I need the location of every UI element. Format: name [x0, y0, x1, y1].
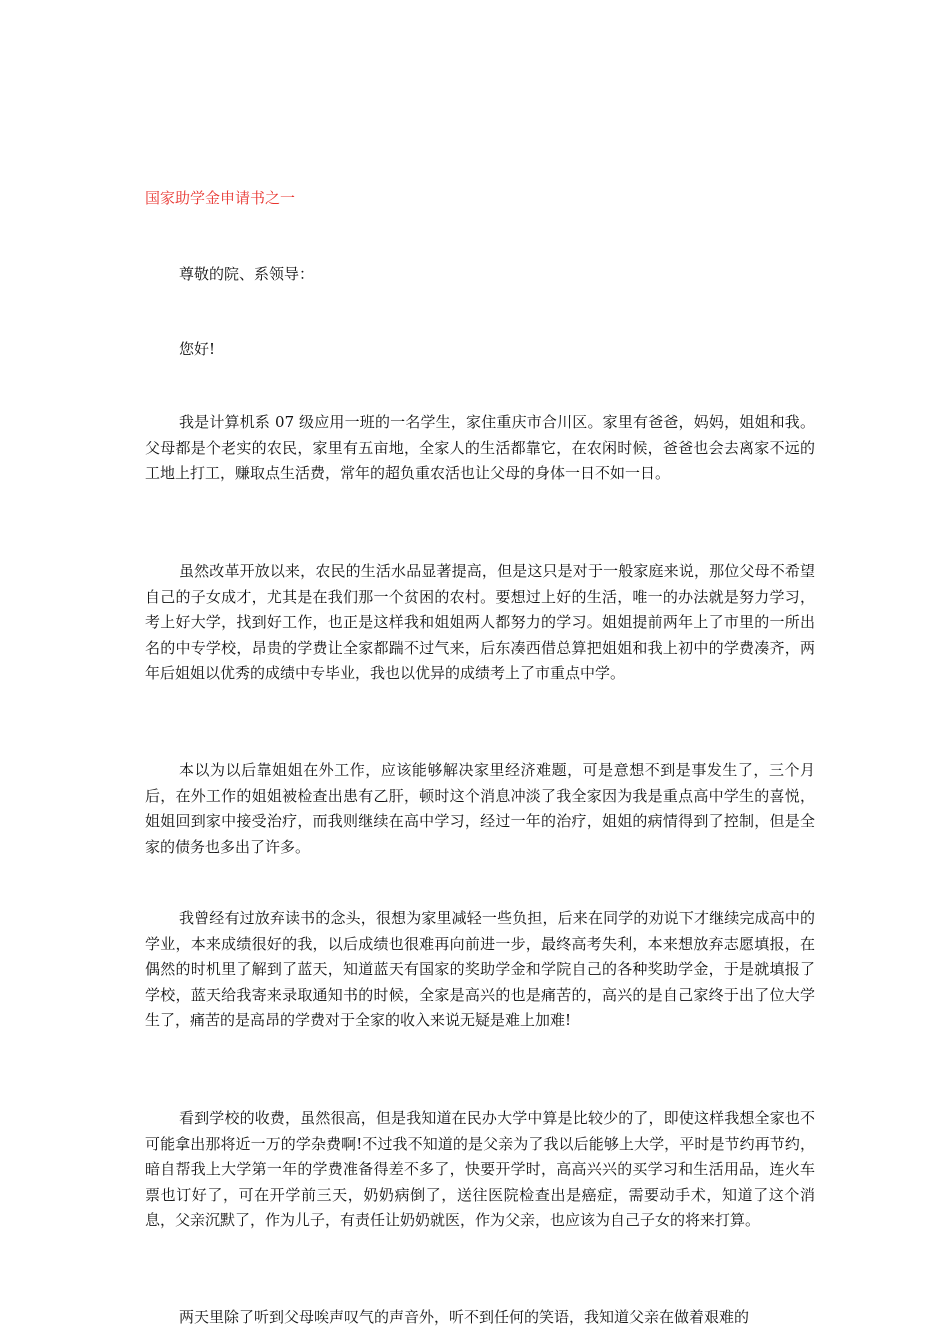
greeting: 您好! — [179, 340, 216, 358]
body-paragraph-6: 两天里除了听到父母唉声叹气的声音外，听不到任何的笑语，我知道父亲在做着艰难的 — [179, 1308, 750, 1326]
salutation: 尊敬的院、系领导： — [179, 265, 315, 283]
document-title: 国家助学金申请书之一 — [145, 189, 296, 207]
body-paragraph-3: 本以为以后靠姐姐在外工作，应该能够解决家里经济难题，可是意想不到是事发生了，三个月后，在外工作的姐姐被检查出患有乙肝，顿时这个消息冲淡了我全家因为我是重点高中学生的喜悦，姐姐回到家中接受治疗，而我则继续在高中学习，经过一年的治疗，姐姐的病情得到了控制，但是全家的债务也多出了许多。 — [145, 761, 815, 856]
body-paragraph-4: 我曾经有过放弃读书的念头，很想为家里减轻一些负担，后来在同学的劝说下才继续完成高中的学业，本来成绩很好的我，以后成绩也很难再向前进一步，最终高考失利，本来想放弃志愿填报，在偶然的时机里了解到了蓝天，知道蓝天有国家的奖助学金和学院自己的各种奖助学金，于是就填报了学校，蓝天给我寄来录取通知书的时候，全家是高兴的也是痛苦的，高兴的是自己家终于出了位大学生了，痛苦的是高昂的学费对于全家的收入来说无疑是难上加难! — [145, 909, 815, 1030]
body-paragraph-2: 虽然改革开放以来，农民的生活水品显著提高，但是这只是对于一般家庭来说，那位父母不希望自己的子女成才，尤其是在我们那一个贫困的农村。要想过上好的生活，唯一的办法就是努力学习，考上好大学，找到好工作，也正是这样我和姐姐两人都努力的学习。姐姐提前两年上了市里的一所出名的中专学校，昂贵的学费让全家都踹不过气来，后东凑西借总算把姐姐和我上初中的学费凑齐，两年后姐姐以优秀的成绩中专毕业，我也以优异的成绩考上了市重点中学。 — [145, 562, 815, 683]
body-paragraph-1: 我是计算机系 07 级应用一班的一名学生，家住重庆市合川区。家里有爸爸，妈妈，姐姐和我。父母都是个老实的农民，家里有五亩地，全家人的生活都靠它，在农闲时候，爸爸也会去离家不远的工地上打工，赚取点生活费，常年的超负重农活也让父母的身体一日不如一日。 — [145, 413, 815, 483]
body-paragraph-5: 看到学校的收费，虽然很高，但是我知道在民办大学中算是比较少的了，即使这样我想全家也不可能拿出那将近一万的学杂费啊!不过我不知道的是父亲为了我以后能够上大学，平时是节约再节约，暗自帮我上大学第一年的学费准备得差不多了，快要开学时，高高兴兴的买学习和生活用品，连火车票也订好了，可在开学前三天，奶奶病倒了，送往医院检查出是癌症，需要动手术，知道了这个消息，父亲沉默了，作为儿子，有责任让奶奶就医，作为父亲，也应该为自己子女的将来打算。 — [145, 1109, 815, 1230]
